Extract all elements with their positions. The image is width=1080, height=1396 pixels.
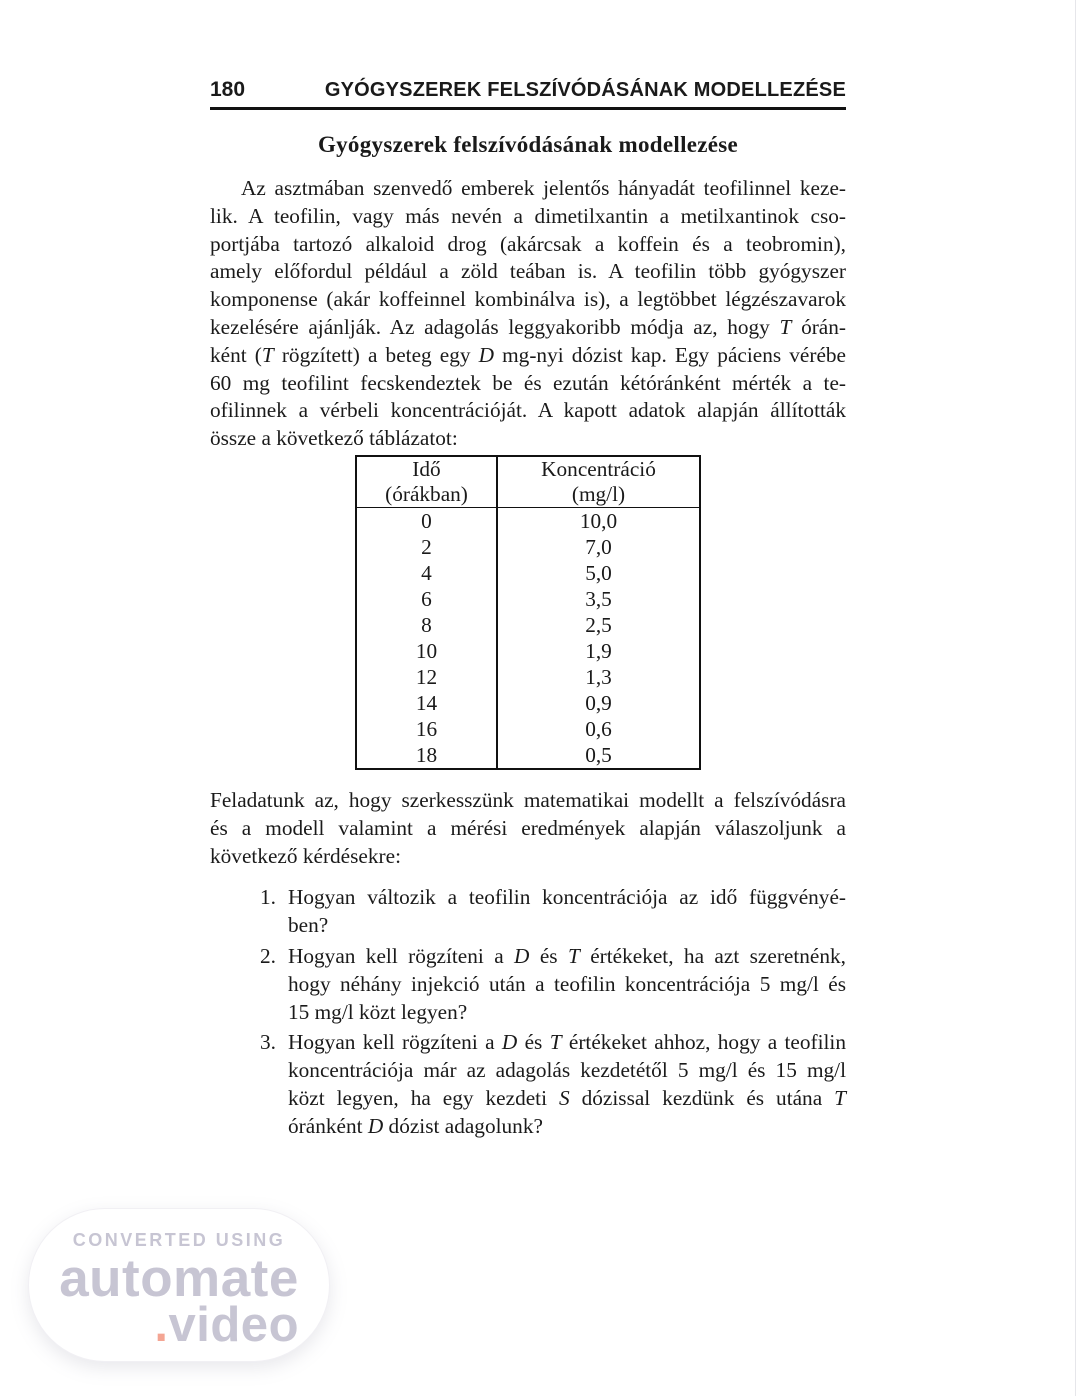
- text-segment: értékeket ahhoz, hogy a teofilin: [561, 1030, 847, 1055]
- cell-concentration: 0,9: [497, 690, 700, 716]
- math-variable: S: [558, 1085, 570, 1110]
- text-segment: portjába tartozó alkaloid drog (akárcsak a koffein és a teobromin),: [210, 231, 846, 256]
- question-item: [210, 1029, 846, 1140]
- math-variable: T: [261, 342, 274, 367]
- cell-time: 12: [415, 664, 438, 689]
- cell-time: 0: [421, 508, 432, 533]
- table-body: [356, 507, 700, 769]
- table-row: [356, 612, 700, 638]
- text-line: [210, 258, 846, 286]
- text-segment: Hogyan kell rögzíteni a: [288, 1030, 502, 1055]
- text-segment: ben?: [288, 913, 329, 938]
- running-title: GYÓGYSZEREK FELSZÍVÓDÁSÁNAK MODELLEZÉSE: [324, 79, 846, 101]
- question-item: [210, 943, 846, 1026]
- table-row: [356, 534, 700, 560]
- text-segment: dózist adagolunk?: [383, 1113, 543, 1138]
- table-row: [356, 638, 700, 664]
- text-segment: óránként: [288, 1113, 368, 1138]
- header-rule: [210, 107, 846, 110]
- question-number: 2.: [260, 943, 276, 968]
- text-line: [288, 971, 846, 999]
- cell-concentration: 0,6: [497, 716, 700, 742]
- text-line: [288, 1057, 846, 1085]
- paragraph-task: [210, 787, 846, 870]
- text-line: [210, 314, 846, 342]
- text-line: [210, 425, 846, 453]
- table-row: [356, 716, 700, 742]
- text-line: [210, 203, 846, 231]
- text-segment: 15 mg/l közt legyen?: [288, 999, 468, 1024]
- text-segment: ként (: [210, 342, 262, 367]
- table-row: [356, 742, 700, 769]
- text-line: [210, 342, 846, 370]
- watermark-dot: .: [154, 1298, 169, 1352]
- text-segment: Hogyan változik a teofilin koncentrációja az idő függvényé-: [288, 885, 846, 910]
- text-line: [210, 231, 846, 259]
- text-segment: Az asztmában szenvedő emberek jelentős hányadát teofilinnel keze-: [241, 176, 846, 200]
- column-header-time: Idő (órákban): [356, 456, 497, 508]
- text-segment: koncentrációja már az adagolás kezdetétől 5 mg/l és 15 mg/l: [288, 1058, 846, 1083]
- paragraph-intro: [210, 175, 846, 453]
- text-line: [288, 1085, 846, 1113]
- cell-concentration: 7,0: [497, 534, 700, 560]
- text-line: [288, 884, 846, 912]
- watermark: [28, 1208, 330, 1362]
- cell-time: 18: [415, 742, 438, 767]
- question-text: [288, 943, 846, 1026]
- text-segment: dózissal kezdünk és utána: [569, 1085, 835, 1110]
- text-segment: rögzített) a beteg egy: [273, 342, 479, 367]
- text-segment: értékeket, ha azt szeretnénk,: [579, 943, 846, 968]
- cell-concentration: 10,0: [497, 507, 700, 534]
- math-variable: T: [549, 1030, 562, 1055]
- page-number: 180: [210, 78, 246, 101]
- text-segment: Feladatunk az, hogy szerkesszünk matematikai modellt a felszívódásra: [210, 787, 846, 812]
- text-segment: közt legyen, ha egy kezdeti: [288, 1085, 559, 1110]
- watermark-domain: [29, 1298, 329, 1352]
- question-text: [288, 1029, 846, 1140]
- cell-time: 4: [421, 560, 432, 585]
- math-variable: D: [367, 1113, 384, 1138]
- text-segment: hogy néhány injekció után a teofilin koncentrációja 5 mg/l és: [288, 971, 846, 996]
- table-row: [356, 586, 700, 612]
- text-line: [288, 1029, 846, 1057]
- text-segment: mg-nyi dózist kap. Egy páciens vérébe: [494, 342, 847, 367]
- math-variable: T: [567, 943, 580, 968]
- text-segment: 60 mg teofilint fecskendeztek be és ezután kétóránként mérték a te-: [210, 370, 846, 395]
- text-segment: ofilinnek a vérbeli koncentrációját. A kapott adatok alapján állították: [210, 398, 846, 423]
- math-variable: D: [514, 943, 530, 968]
- question-list: [210, 884, 846, 1140]
- column-header-concentration: Koncentráció (mg/l): [497, 456, 700, 508]
- text-segment: amely előfordul például a zöld teában is. A teofilin több gyógyszer: [210, 259, 846, 284]
- text-line: [210, 787, 846, 815]
- cell-time: 2: [421, 534, 432, 559]
- text-segment: komponense (akár koffeinnel kombinálva is), a legtöbbet légzészavarok: [210, 287, 846, 312]
- math-variable: D: [478, 342, 495, 367]
- text-line: [288, 1113, 846, 1141]
- math-variable: D: [501, 1030, 518, 1055]
- table-row: [356, 507, 700, 534]
- text-line: [210, 815, 846, 843]
- text-segment: és a modell valamint a mérési eredmények alapján válaszoljunk a: [210, 815, 846, 840]
- text-line: [288, 943, 846, 971]
- text-line: [210, 843, 846, 871]
- text-segment: kezelésére ajánlják. Az adagolás leggyakoribb módja az, hogy: [210, 314, 780, 339]
- text-segment: lik. A teofilin, vagy más nevén a dimetilxantin a metilxantinok cso-: [210, 203, 846, 228]
- text-segment: órán-: [791, 314, 846, 339]
- cell-concentration: 1,9: [497, 638, 700, 664]
- data-table: [355, 455, 701, 770]
- text-line: [288, 912, 846, 940]
- watermark-tld: video: [168, 1298, 299, 1352]
- question-item: [210, 884, 846, 940]
- table-row: [356, 690, 700, 716]
- cell-time: 6: [421, 586, 432, 611]
- math-variable: T: [779, 314, 792, 339]
- table-header-row: [356, 456, 700, 508]
- text-line: [210, 286, 846, 314]
- table-row: [356, 664, 700, 690]
- text-segment: össze a következő táblázatot:: [210, 426, 458, 451]
- text-segment: és: [529, 943, 568, 968]
- cell-concentration: 0,5: [497, 742, 700, 769]
- cell-time: 10: [415, 638, 438, 663]
- text-line: [210, 175, 846, 203]
- section-title: Gyógyszerek felszívódásának modellezése: [317, 132, 739, 157]
- text-line: [210, 370, 846, 398]
- text-segment: és: [517, 1030, 550, 1055]
- question-number: 1.: [260, 885, 276, 910]
- text-segment: következő kérdésekre:: [210, 843, 401, 868]
- cell-concentration: 3,5: [497, 586, 700, 612]
- question-text: [288, 884, 846, 940]
- table-row: [356, 560, 700, 586]
- cell-concentration: 2,5: [497, 612, 700, 638]
- cell-time: 8: [421, 612, 432, 637]
- page-content: [210, 78, 846, 1141]
- text-line: [210, 397, 846, 425]
- question-number: 3.: [260, 1030, 276, 1055]
- cell-concentration: 1,3: [497, 664, 700, 690]
- page-edge-line: [1075, 0, 1076, 1396]
- cell-concentration: 5,0: [497, 560, 700, 586]
- text-line: [288, 999, 846, 1027]
- cell-time: 14: [415, 690, 438, 715]
- running-header: [210, 78, 846, 102]
- watermark-brand: automate: [59, 1249, 299, 1308]
- math-variable: T: [834, 1085, 846, 1110]
- watermark-label: CONVERTED USING: [72, 1230, 286, 1250]
- text-segment: Hogyan kell rögzíteni a: [288, 943, 515, 968]
- cell-time: 16: [415, 716, 438, 741]
